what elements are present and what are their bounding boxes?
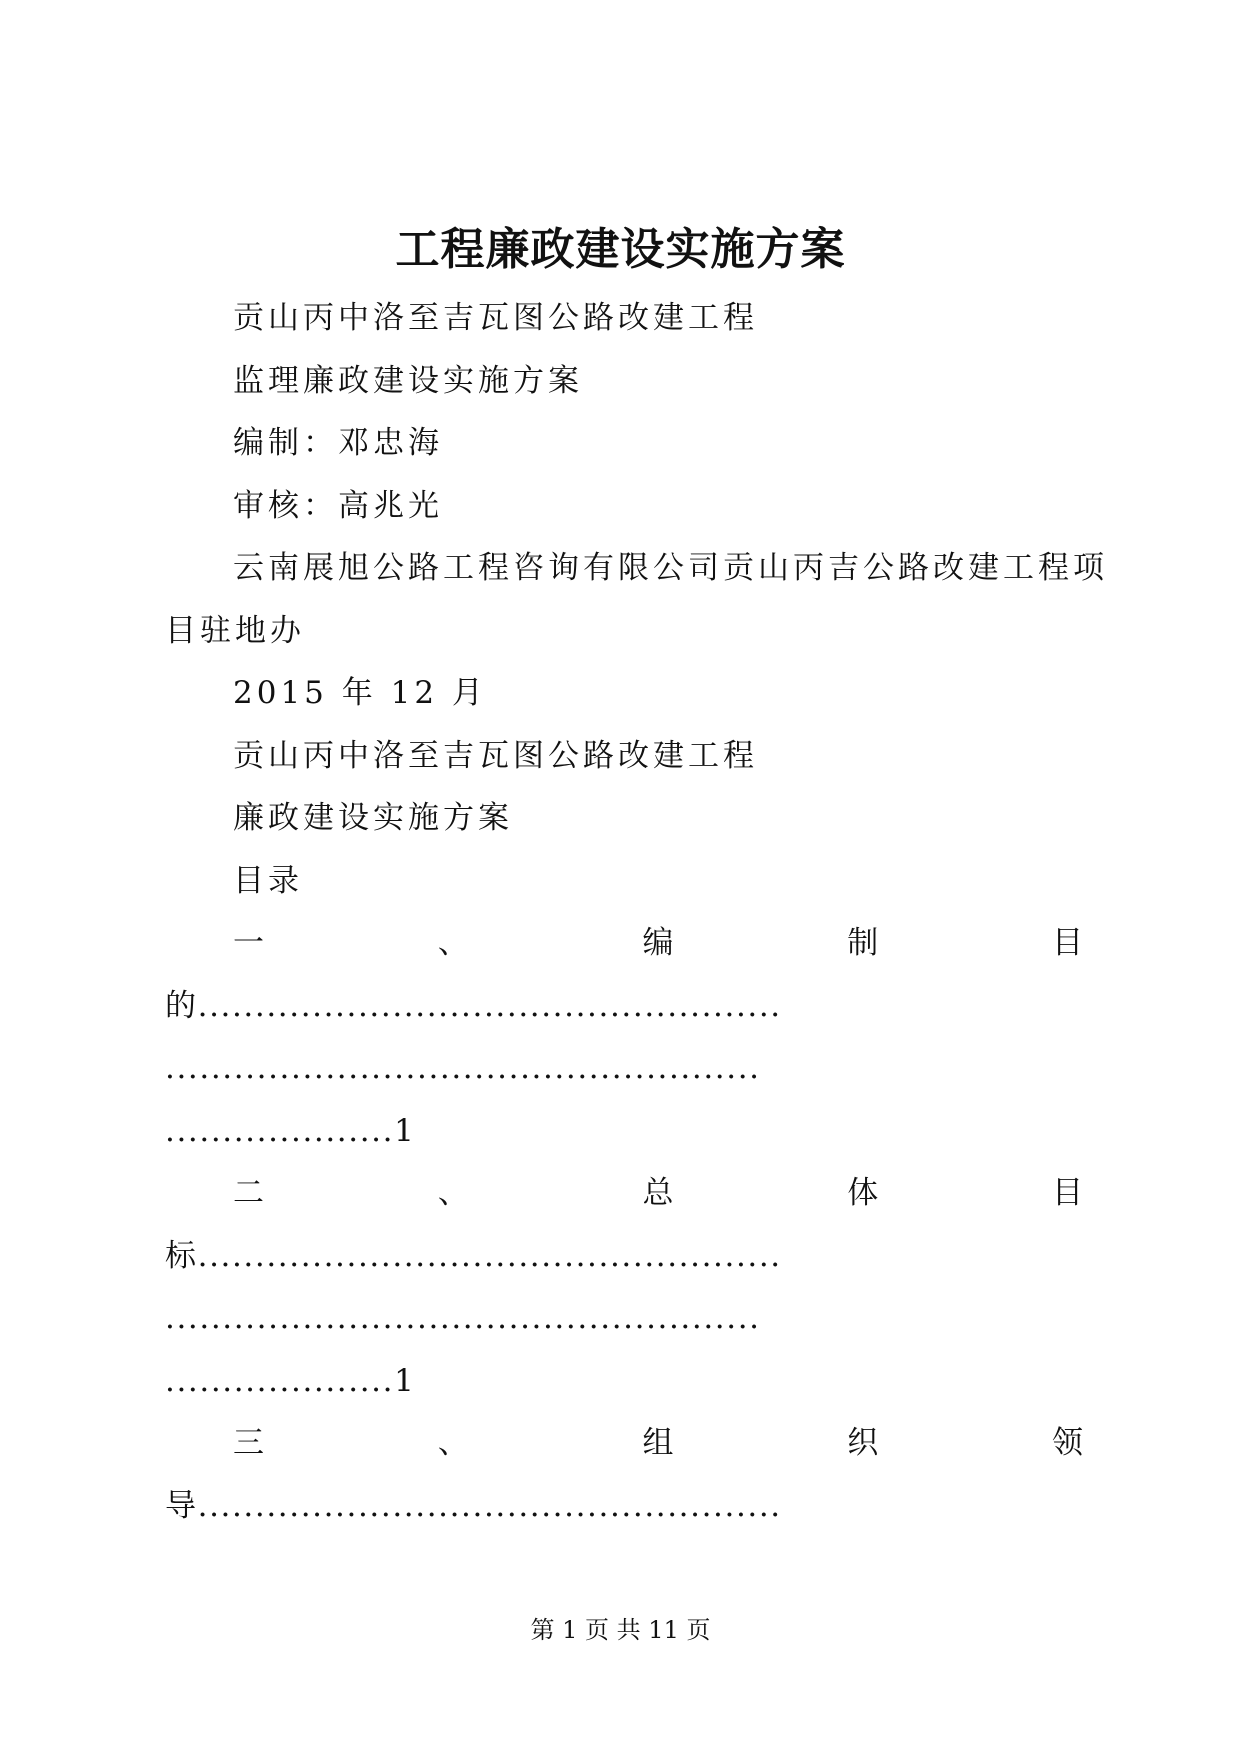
toc-char: 、 bbox=[437, 1175, 469, 1211]
toc-char: 编 bbox=[642, 925, 674, 961]
toc-page-number: 1 bbox=[394, 1113, 416, 1149]
toc-leader-dots: .................... bbox=[165, 1113, 395, 1149]
toc-char: 制 bbox=[847, 925, 879, 961]
toc-char: 、 bbox=[437, 925, 469, 961]
toc-entry-3-heading bbox=[233, 1423, 1083, 1463]
page-footer: 第 1 页 共 11 页 bbox=[530, 1616, 711, 1644]
toc-char: 二 bbox=[233, 1175, 264, 1211]
toc-char: 的 bbox=[165, 988, 198, 1024]
toc-leader-dots: .................... bbox=[165, 1363, 395, 1399]
toc-char: 领 bbox=[1052, 1425, 1083, 1461]
toc-char: 体 bbox=[847, 1175, 879, 1211]
toc-char: 标 bbox=[165, 1238, 198, 1274]
toc-char: 组 bbox=[642, 1425, 674, 1461]
project-name-line-2: 贡山丙中洛至吉瓦图公路改建工程 bbox=[233, 738, 758, 774]
document-title: 工程廉政建设实施方案 bbox=[395, 224, 846, 275]
toc-char: 一 bbox=[233, 925, 264, 961]
toc-char: 目 bbox=[1052, 925, 1083, 961]
toc-char: 织 bbox=[847, 1425, 879, 1461]
toc-leader-dots: ................................................... bbox=[197, 1238, 782, 1274]
toc-entry-1-heading bbox=[233, 923, 1083, 963]
toc-page-number: 1 bbox=[394, 1363, 416, 1399]
toc-entry-1-leader-3 bbox=[165, 1111, 1093, 1151]
organization-line: 云南展旭公路工程咨询有限公司贡山丙吉公路改建工程项 bbox=[233, 550, 1108, 586]
toc-leader-dots: ................................................... bbox=[197, 988, 782, 1024]
toc-char: 三 bbox=[233, 1425, 264, 1461]
toc-entry-3-leader-1 bbox=[165, 1486, 1093, 1526]
plan-name-line: 监理廉政建设实施方案 bbox=[233, 363, 583, 399]
toc-entry-2-leader-2: .................................................... bbox=[165, 1300, 761, 1336]
plan-name-line-2: 廉政建设实施方案 bbox=[233, 800, 513, 836]
toc-char: 、 bbox=[437, 1425, 469, 1461]
toc-entry-1-leader-2: .................................................... bbox=[165, 1050, 761, 1086]
toc-entry-2-heading bbox=[233, 1173, 1083, 1213]
toc-char: 导 bbox=[165, 1488, 198, 1524]
toc-leader-dots: ................................................... bbox=[197, 1488, 782, 1524]
toc-entry-2-leader-3 bbox=[165, 1361, 1093, 1401]
compiler-line: 编制：邓忠海 bbox=[233, 425, 443, 461]
toc-entry-2-leader-1 bbox=[165, 1236, 1093, 1276]
toc-char: 目 bbox=[1052, 1175, 1083, 1211]
toc-heading: 目录 bbox=[233, 863, 303, 899]
project-name-line: 贡山丙中洛至吉瓦图公路改建工程 bbox=[233, 300, 758, 336]
toc-entry-1-leader-1 bbox=[165, 986, 1093, 1026]
date-line: 2015 年 12 月 bbox=[233, 675, 487, 711]
toc-char: 总 bbox=[642, 1175, 674, 1211]
organization-line-cont: 目驻地办 bbox=[165, 613, 305, 649]
reviewer-line: 审核：高兆光 bbox=[233, 488, 443, 524]
